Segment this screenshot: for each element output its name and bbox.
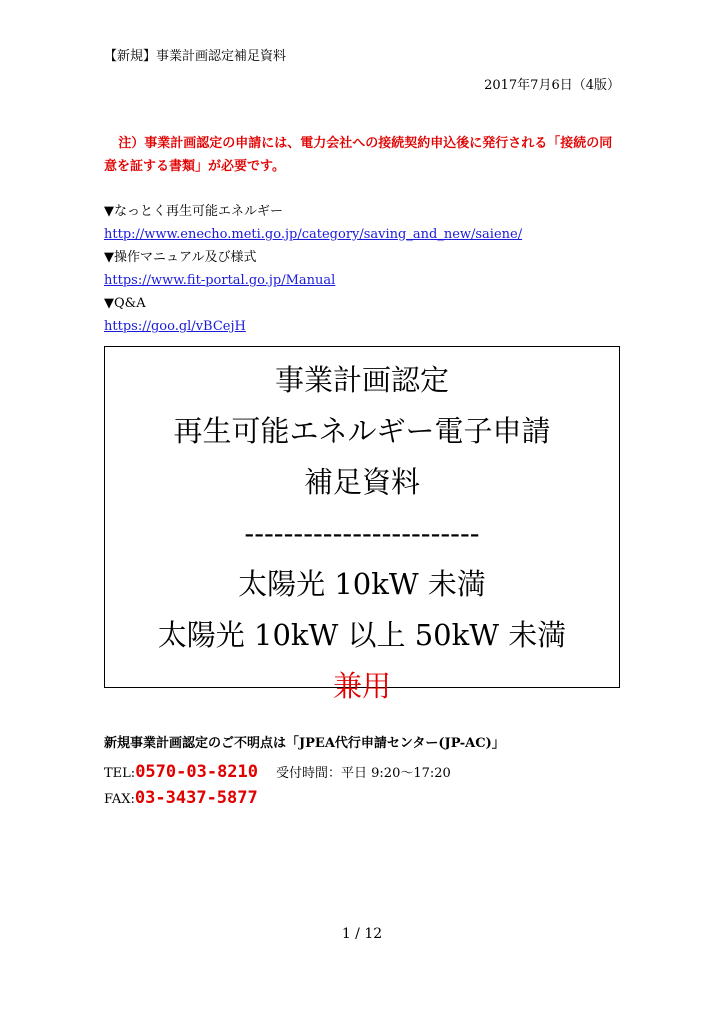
document-tag: 【新規】事業計画認定補足資料: [104, 49, 287, 64]
fax-number: 03-3437-5877: [134, 788, 258, 808]
link-saiene[interactable]: http://www.enecho.meti.go.jp/category/saving_and_new/saiene/: [104, 227, 523, 242]
notice-text: 注）事業計画認定の申請には、電力会社への接続契約申込後に発行される「接続の同意を証する書類」が必要です。: [104, 136, 613, 174]
tel-number[interactable]: 0570-03-8210: [135, 762, 259, 782]
link-manual[interactable]: https://www.fit-portal.go.jp/Manual: [104, 273, 336, 288]
tel-row: [104, 759, 505, 785]
contact-section: [104, 732, 505, 811]
title-line-5: 太陽光 10kW 以上 50kW 未満: [157, 618, 567, 652]
title-line-4: 太陽光 10kW 未満: [238, 567, 486, 601]
fax-row: [104, 785, 505, 811]
title-box: [104, 346, 620, 703]
business-hours: 受付時間：平日 9:20～17:20: [276, 766, 451, 781]
fax-prefix: FAX:: [104, 792, 135, 807]
contact-title: 新規事業計画認定のご不明点は「JPEA代行申請センター(JP-AC)」: [104, 736, 505, 751]
title-line-3: 補足資料: [303, 465, 420, 499]
link-label-qa: ▼Q&A: [104, 296, 146, 311]
title-separator: ------------------------: [244, 516, 480, 550]
reference-links: [104, 200, 522, 338]
link-label-saiene: ▼なっとく再生可能エネルギー: [104, 204, 283, 219]
link-label-manual: ▼操作マニュアル及び様式: [104, 250, 257, 265]
title-line-1: 事業計画認定: [274, 363, 449, 397]
title-line-6: 兼用: [332, 669, 391, 703]
title-line-2: 再生可能エネルギー電子申請: [173, 414, 551, 448]
document-date: 2017年7月6日（4版）: [484, 78, 620, 93]
tel-prefix: TEL:: [104, 766, 136, 781]
link-qa[interactable]: https://goo.gl/vBCejH: [104, 319, 246, 334]
page-number: 1 / 12: [341, 926, 383, 942]
